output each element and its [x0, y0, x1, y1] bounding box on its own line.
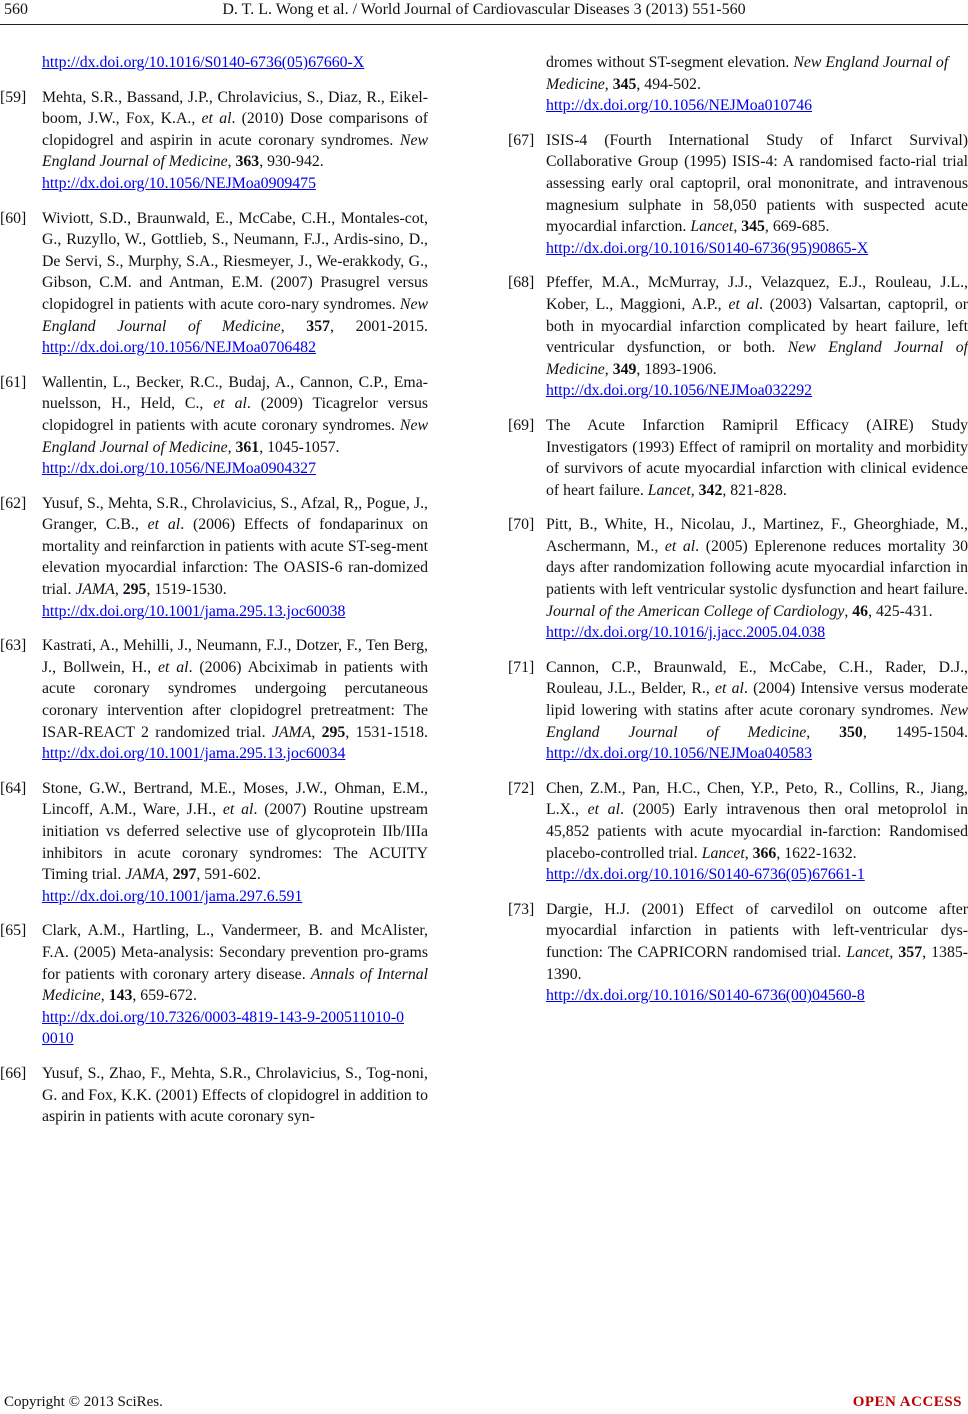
ref-text: Chen, Z.M., Pan, H.C., Chen, Y.P., Peto, R., Collins, R., Jiang, L.X., — [546, 779, 968, 819]
pages: , 659-672. — [132, 987, 197, 1005]
ref-text: Kastrati, A., Mehilli, J., Neumann, F.J., Dotzer, F., Ten Berg, J., Bollwein, H., — [42, 637, 428, 676]
pages: , 591-602. — [196, 866, 261, 884]
doi-link[interactable]: http://dx.doi.org/10.1001/jama.295.13.joc60038 — [42, 602, 346, 620]
ref-text: . (2009) Ticagrelor versus clopidogrel in patients with acute coronary syndromes. — [42, 395, 429, 434]
ref-separator: , — [311, 723, 322, 741]
journal-name: Journal of the American College of Cardiology — [546, 602, 845, 620]
reference-number: [72] — [508, 779, 535, 797]
doi-link[interactable]: http://dx.doi.org/10.1016/S0140-6736(05)67661-1 — [546, 866, 865, 884]
page-header — [0, 0, 968, 30]
ref-text: dromes without ST-segment elevation. — [546, 54, 794, 71]
open-access-label: OPEN ACCESS — [852, 1394, 962, 1410]
ref-text: . (2007) Routine upstream initiation vs deferred selective use of glycoprotein IIb/IIIa inhibitors in acute coronary syndromes: The ACUITY Timing trial. — [42, 801, 428, 884]
reference-item — [0, 208, 428, 359]
volume: 349 — [612, 360, 637, 378]
doi-link[interactable]: http://dx.doi.org/10.1016/j.jacc.2005.04.038 — [546, 624, 826, 642]
reference-item — [508, 899, 968, 1007]
pages: , 1045-1057. — [259, 438, 340, 456]
ref-text: Cannon, C.P., Braunwald, E., McCabe, C.H., Rader, D.J., Rouleau, J.L., Belder, R., — [546, 658, 968, 698]
et-al: et al — [222, 801, 254, 819]
doi-link[interactable]: http://dx.doi.org/10.1016/S0140-6736(05)67660-X — [42, 54, 365, 71]
ref-text: . (2006) Effects of fondaparinux on mortality and reinfarction in patients with acute ST-seg-ment elevation myocardial infarction: The OASIS-6 ran-domized trial. — [42, 516, 429, 599]
journal-name: New England Journal of Medicine — [42, 416, 428, 456]
et-al: et al — [728, 295, 759, 313]
journal-name: Lancet — [647, 481, 691, 499]
doi-link[interactable]: http://dx.doi.org/10.1001/jama.295.13.joc60034 — [42, 745, 346, 763]
doi-link[interactable]: http://dx.doi.org/10.1056/NEJMoa040583 — [546, 745, 813, 763]
et-al: et al — [201, 110, 232, 128]
ref-text: The Acute Infarction Ramipril Efficacy (AIRE) Study Investigators (1993) Effect of ramipril on mortality and morbidity of survivors of acute myocardial infarction with clinical evidence of heart failure. — [546, 416, 968, 499]
pages: , 821-828. — [722, 481, 787, 499]
reference-number: [61] — [0, 373, 27, 391]
ref-separator: , — [690, 481, 699, 499]
volume: 297 — [172, 866, 197, 884]
ref-separator: , — [733, 218, 742, 236]
pages: , 1893-1906. — [636, 360, 717, 378]
et-al: et al — [664, 537, 696, 555]
journal-name: JAMA — [271, 723, 312, 741]
reference-number: [70] — [508, 516, 535, 534]
ref-text: Mehta, S.R., Bassand, J.P., Chrolavicius, S., Diaz, R., Eikel-boom, J.W., Fox, K.A., — [42, 88, 428, 128]
reference-number: [71] — [508, 658, 535, 676]
right-column — [508, 52, 968, 1020]
ref-text: . (2010) Dose comparisons of clopidogrel and aspirin in acute coronary syndromes. — [42, 110, 428, 149]
journal-name: Lancet — [846, 943, 890, 961]
reference-item — [508, 272, 968, 402]
doi-link[interactable]: http://dx.doi.org/10.1056/NEJMoa032292 — [546, 382, 813, 400]
reference-item — [508, 130, 968, 260]
volume: 357 — [898, 943, 923, 961]
journal-name: JAMA — [125, 866, 165, 884]
journal-name: New England Journal of Medicine — [546, 702, 968, 741]
doi-link[interactable]: http://dx.doi.org/10.1056/NEJMoa010746 — [546, 97, 813, 115]
volume: 363 — [235, 153, 260, 171]
reference-number: [67] — [508, 131, 535, 149]
pages: , 1519-1530. — [146, 581, 227, 599]
et-al: et al — [213, 395, 247, 413]
reference-item — [508, 657, 968, 765]
ref-text: Wiviott, S.D., Braunwald, E., McCabe, C.H., Montales-cot, G., Ruzyllo, W., Gottlieb, S., Neumann, F.J., Ardis-sino, D., De Servi, S., Murphy, S.A., Riesmeyer, J., We-erakkody, G., Gibson, C.M. and Antman, E.M. (2007) Prasugrel versus clopidogrel in patients with acute coro-nary syndromes. — [42, 209, 428, 313]
reference-number: [65] — [0, 922, 27, 940]
copyright: Copyright © 2013 SciRes. — [4, 1394, 163, 1410]
volume: 143 — [108, 987, 133, 1005]
doi-link[interactable]: http://dx.doi.org/10.7326/0003-4819-143-9-200511010-0 0010 — [42, 1008, 404, 1048]
reference-item — [0, 778, 428, 908]
ref-text: Pitt, B., White, H., Nicolau, J., Martinez, F., Gheorghiade, M., Aschermann, M., — [546, 516, 968, 555]
ref-text: . (2005) Eplerenone reduces mortality 30 days after randomization following acute myocardial infarction in patients with left ventricular systolic dysfunction and heart failure. — [546, 537, 968, 599]
ref-text: Stone, G.W., Bertrand, M.E., Moses, J.W., Ohman, E.M., Lincoff, A.M., Ware, J.H., — [42, 779, 428, 819]
pages: , 494-502. — [636, 75, 701, 93]
ref-separator: , — [100, 987, 109, 1005]
doi-link[interactable]: http://dx.doi.org/10.1056/NEJMoa0706482 — [42, 339, 316, 357]
et-al: et al — [157, 658, 189, 676]
ref-separator: , — [806, 723, 840, 741]
volume: 350 — [839, 723, 863, 741]
ref-text: Yusuf, S., Mehta, S.R., Chrolavicius, S., Afzal, R,, Pogue, J., Granger, C.B., — [42, 494, 428, 534]
volume: 342 — [698, 481, 723, 499]
ref-text: Yusuf, S., Zhao, F., Mehta, S.R., Chrolavicius, S., Tog-noni, G. and Fox, K.K. (2001) Effects of clopidogrel in addition to aspirin in patients with acute coronary syn- — [42, 1064, 428, 1126]
ref-separator: , — [889, 943, 899, 961]
journal-name: Lancet — [701, 844, 745, 862]
pages: , 1531-1518. — [345, 723, 428, 741]
pages: , 1385-1390. — [546, 943, 968, 983]
reference-item — [508, 514, 968, 644]
ref-text: . (2003) Valsartan, captopril, or both in myocardial infarction complicated by heart failure, left ventricular dysfunction, or both. — [546, 295, 968, 357]
et-al: et al — [587, 801, 620, 819]
journal-name: Annals of Internal Medicine — [42, 965, 428, 1005]
ref-text: . (2006) Abciximab in patients with acute coronary syndromes undergoing percutaneous coronary intervention after clopidogrel pretreatment: The ISAR-REACT 2 randomized trial. — [42, 658, 428, 741]
ref-text: Dargie, H.J. (2001) Effect of carvedilol on outcome after myocardial infarction in patients with left-ventricular dys-function: The CAPRICORN randomised trial. — [546, 900, 968, 961]
pages: , 669-685. — [764, 218, 830, 236]
doi-link[interactable]: http://dx.doi.org/10.1056/NEJMoa0904327 — [42, 460, 316, 478]
ref-separator: , — [744, 844, 753, 862]
reference-item — [508, 778, 968, 886]
pages: , 2001-2015. — [330, 317, 428, 335]
ref-separator: , — [164, 866, 173, 884]
reference-item — [508, 415, 968, 501]
reference-item — [0, 635, 428, 765]
journal-name: New England Journal of Medicine — [42, 131, 428, 171]
et-al: et al — [715, 680, 744, 698]
reference-item — [0, 372, 428, 480]
reference-number: [66] — [0, 1064, 27, 1082]
volume: 345 — [612, 75, 637, 93]
doi-link[interactable]: http://dx.doi.org/10.1001/jama.297.6.591 — [42, 887, 303, 905]
journal-name: Lancet — [690, 218, 734, 236]
ref-separator: , — [604, 75, 613, 93]
volume: 345 — [741, 218, 765, 236]
ref-separator: , — [227, 153, 236, 171]
running-title: D. T. L. Wong et al. / World Journal of Cardiovascular Diseases 3 (2013) 551-560 — [222, 1, 746, 18]
ref-text: ISIS-4 (Fourth International Study of Infarct Survival) Collaborative Group (1995) ISIS-4: A randomised facto-rial trial assessing early oral captopril, oral mononitrate, and intravenous magnesium sulphate in 58,050 patients with suspected acute myocardial infarction. — [546, 131, 968, 236]
volume: 295 — [321, 723, 346, 741]
header-rule — [0, 24, 968, 25]
reference-item — [0, 493, 428, 623]
ref-separator: , — [227, 438, 236, 456]
pages: , 930-942. — [259, 153, 324, 171]
pages: , 425-431. — [868, 602, 933, 620]
volume: 366 — [752, 844, 777, 862]
ref-text: Wallentin, L., Becker, R.C., Budaj, A., Cannon, C.P., Ema-nuelsson, H., Held, C., — [42, 373, 428, 413]
doi-link[interactable]: http://dx.doi.org/10.1016/S0140-6736(95)90865-X — [546, 239, 869, 257]
volume: 295 — [122, 581, 147, 599]
pages: , 1495-1504. — [862, 723, 968, 741]
reference-number: [60] — [0, 209, 27, 227]
page-number: 560 — [4, 1, 28, 18]
journal-name: New England Journal of Medicine — [546, 339, 968, 378]
et-al: et al — [147, 516, 181, 534]
journal-name: JAMA — [75, 581, 115, 599]
ref-separator: , — [114, 581, 123, 599]
volume: 357 — [306, 317, 330, 335]
reference-number: [68] — [508, 274, 535, 292]
ref-text: . (2005) Early intravenous then oral metoprolol in 45,852 patients with acute myocardial in-farction: Randomised placebo-controlled trial. — [546, 801, 968, 862]
ref-separator: , — [280, 317, 307, 335]
reference-number: [62] — [0, 494, 27, 512]
ref-text: Clark, A.M., Hartling, L., Vandermeer, B. and McAlister, F.A. (2005) Meta-analysis: Secondary prevention pro-grams for patients with coronary artery disease. — [42, 922, 428, 983]
reference-item — [0, 1063, 428, 1128]
reference-number: [63] — [0, 637, 27, 655]
continued-reference — [508, 52, 968, 117]
reference-item — [0, 87, 428, 195]
reference-item — [0, 920, 428, 1050]
left-column — [0, 52, 428, 1141]
doi-link[interactable]: http://dx.doi.org/10.1056/NEJMoa0909475 — [42, 174, 316, 192]
ref-separator: , — [604, 360, 613, 378]
volume: 46 — [852, 602, 869, 620]
ref-text: Pfeffer, M.A., McMurray, J.J., Velazquez, E.J., Rouleau, J.L., Kober, L., Maggioni, A.P., — [546, 274, 968, 313]
reference-number: [73] — [508, 900, 535, 918]
ref-text: . (2004) Intensive versus moderate lipid lowering with statins after acute coronary syndromes. — [546, 680, 968, 720]
reference-number: [59] — [0, 88, 27, 106]
journal-name: New England Journal of Medicine — [42, 295, 428, 335]
reference-number: [69] — [508, 416, 535, 434]
ref-separator: , — [844, 602, 853, 620]
volume: 361 — [235, 438, 260, 456]
continued-reference — [0, 52, 428, 74]
reference-number: [64] — [0, 779, 27, 797]
journal-name: New England Journal of Medicine — [546, 54, 949, 93]
doi-link[interactable]: http://dx.doi.org/10.1016/S0140-6736(00)04560-8 — [546, 987, 865, 1005]
pages: , 1622-1632. — [776, 844, 857, 862]
